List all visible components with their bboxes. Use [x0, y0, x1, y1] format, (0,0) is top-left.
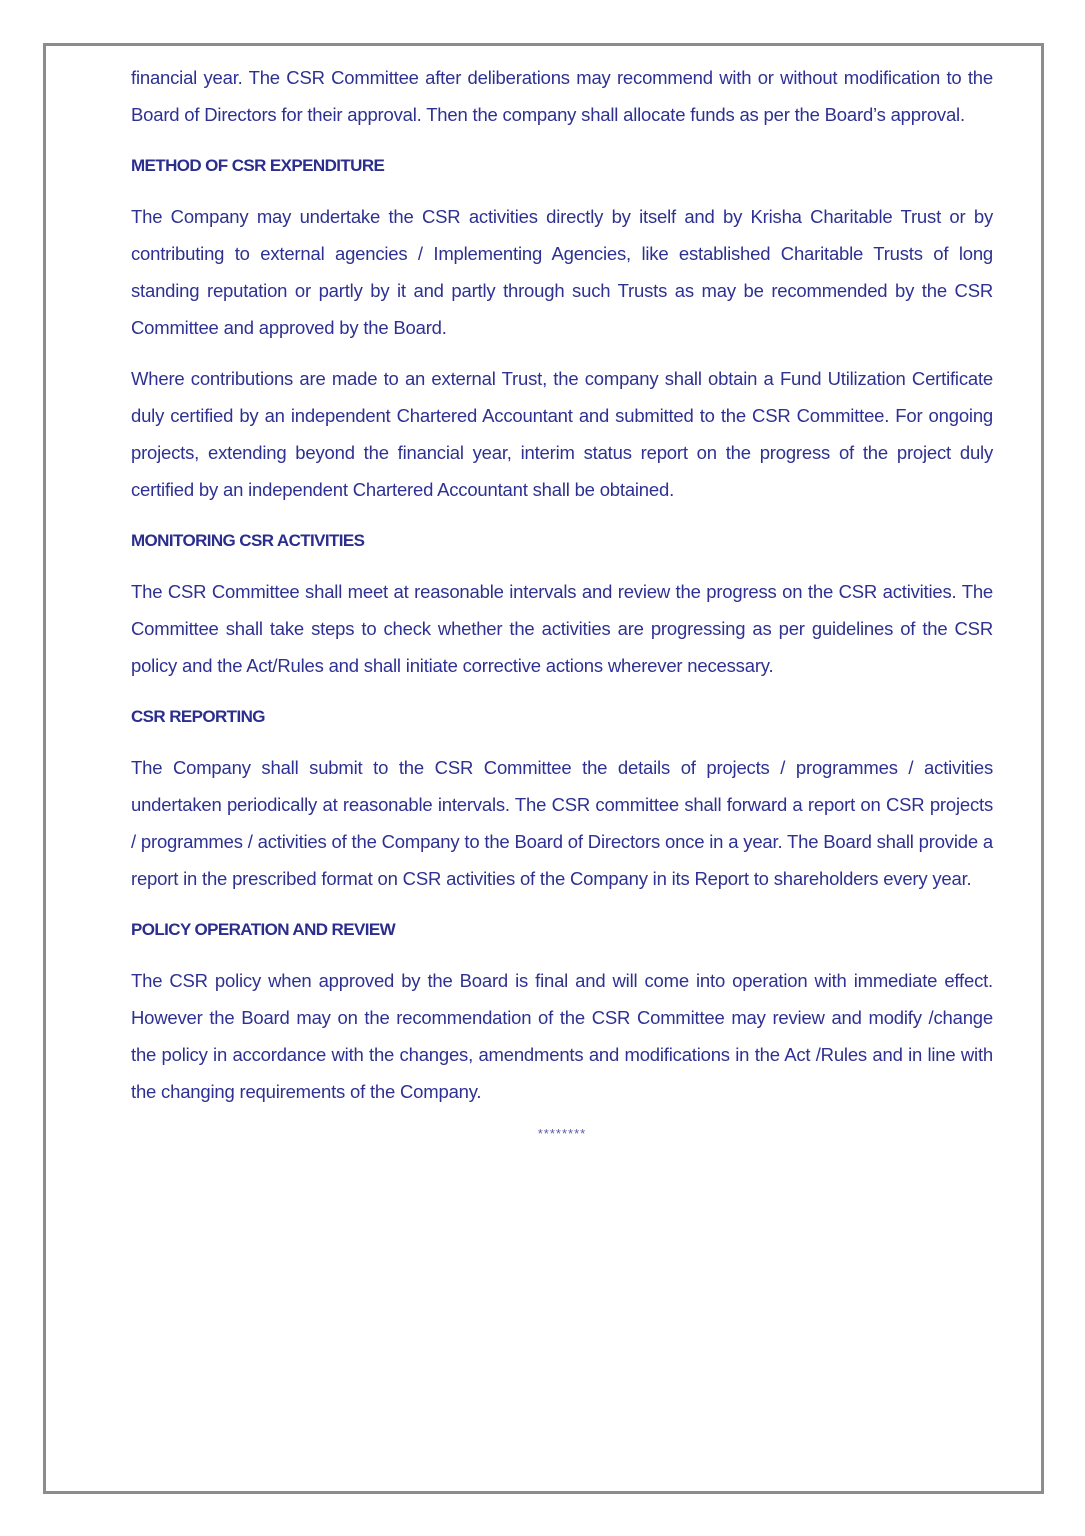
paragraph: The CSR Committee shall meet at reasonable intervals and review the progress on the CSR activities. The Committee shall take steps to check whether the activities are progressing as per guidelines of the CSR policy and the Act/Rules and shall initiate corrective actions wherever necessary. [131, 581, 993, 676]
end-of-document-marker: ******** [537, 1126, 587, 1141]
paragraph: The Company shall submit to the CSR Committee the details of projects / programmes / activities undertaken periodically at reasonable intervals. The CSR committee shall forward a report on CSR projects / programmes / activities of the Company to the Board of Directors once in a year. The Board shall provide a report in the prescribed format on CSR activities of the Company in its Report to shareholders every year. [131, 757, 993, 889]
section-heading-method-of-csr-expenditure: METHOD OF CSR EXPENDITURE [131, 156, 385, 175]
document-body [131, 59, 993, 1144]
paragraph: The Company may undertake the CSR activities directly by itself and by Krisha Charitable Trust or by contributing to external agencies / Implementing Agencies, like established Charitable Trusts of long standing reputation or partly by it and partly through such Trusts as may be recommended by the CSR Committee and approved by the Board. [131, 206, 993, 338]
paragraph: Where contributions are made to an external Trust, the company shall obtain a Fund Utilization Certificate duly certified by an independent Chartered Accountant and submitted to the CSR Committee. For ongoing projects, extending beyond the financial year, interim status report on the progress of the project duly certified by an independent Chartered Accountant shall be obtained. [131, 368, 993, 500]
section-heading-monitoring-csr-activities: MONITORING CSR ACTIVITIES [131, 531, 365, 550]
intro-paragraph: financial year. The CSR Committee after deliberations may recommend with or without modification to the Board of Directors for their approval. Then the company shall allocate funds as per the Board’s approval. [131, 67, 993, 125]
section-heading-csr-reporting: CSR REPORTING [131, 707, 265, 726]
section-heading-policy-operation-and-review: POLICY OPERATION AND REVIEW [131, 920, 396, 939]
paragraph: The CSR policy when approved by the Board is final and will come into operation with immediate effect. However the Board may on the recommendation of the CSR Committee may review and modify /change the policy in accordance with the changes, amendments and modifications in the Act /Rules and in line with the changing requirements of the Company. [131, 970, 993, 1102]
